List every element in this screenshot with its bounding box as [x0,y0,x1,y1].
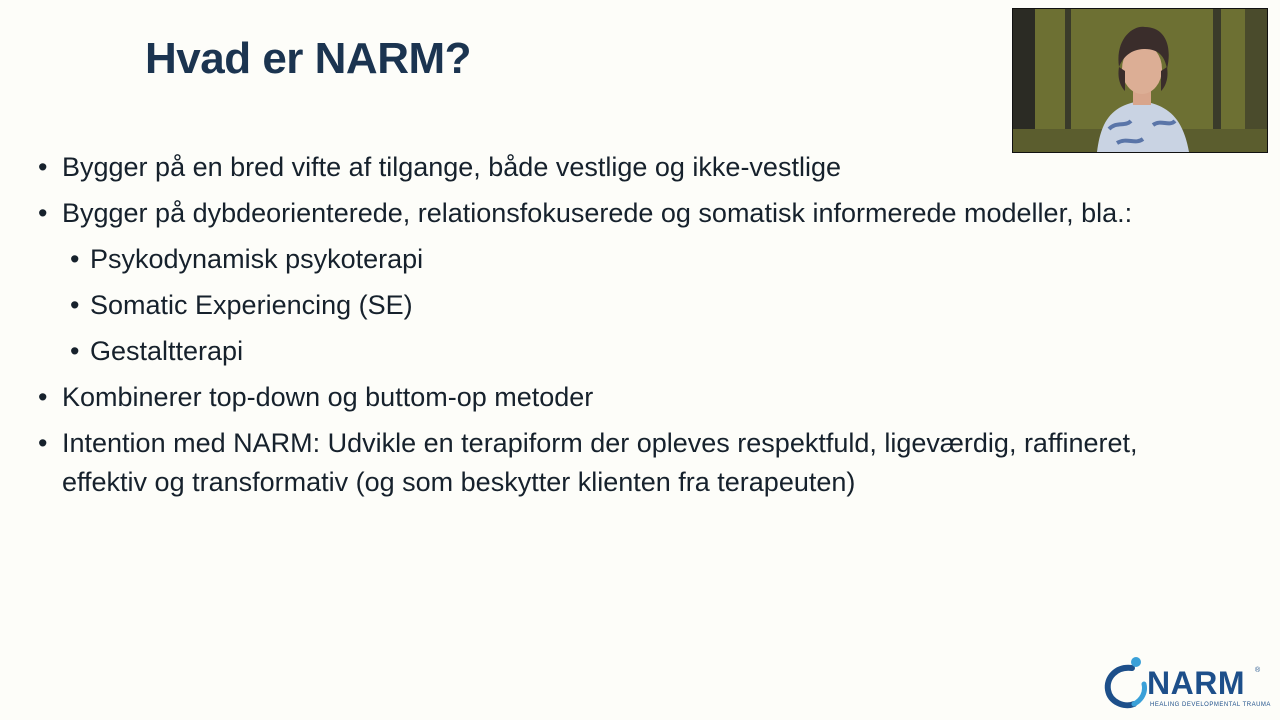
logo-wordmark: NARM [1147,665,1245,701]
bullet-dot: • [70,290,80,320]
bullet-dot: • [70,336,80,366]
presenter-video[interactable] [1012,8,1268,153]
bullet-text: Intention med NARM: Udvikle en terapiform der opleves respektfuld, ligeværdig, raffineret, effektiv og transformativ (og som beskytter klienten fra terapeuten) [62,428,1138,497]
sub-bullet-item [38,332,1198,371]
bullet-dot: • [70,244,80,274]
bullet-item [38,378,1198,417]
presenter-image [1013,9,1267,152]
bullet-text: Somatic Experiencing (SE) [90,290,413,320]
sub-bullet-item [38,240,1198,279]
bullet-text: Gestaltterapi [90,336,244,366]
bullet-dot: • [38,428,48,458]
bullet-dot: • [38,198,48,228]
logo-tagline: HEALING DEVELOPMENTAL TRAUMA [1150,702,1271,708]
bullet-dot: • [38,152,48,182]
bullet-text: Kombinerer top-down og buttom-op metoder [62,382,594,412]
bullet-text: Bygger på dybdeorienterede, relationsfokuserede og somatisk informerede modeller, bla.: [62,198,1133,228]
bullet-list [38,148,1198,509]
bullet-dot: • [38,382,48,412]
logo-registered: ® [1255,667,1261,674]
sub-bullet-item [38,286,1198,325]
narm-logo [1102,654,1271,710]
bullet-item [38,424,1198,502]
bullet-text: Bygger på en bred vifte af tilgange, både vestlige og ikke-vestlige [62,152,841,182]
narm-logo-mark-icon [1102,654,1150,710]
bullet-item [38,148,1198,187]
bullet-text: Psykodynamisk psykoterapi [90,244,424,274]
bullet-item [38,194,1198,233]
slide-title: Hvad er NARM? [145,34,471,83]
